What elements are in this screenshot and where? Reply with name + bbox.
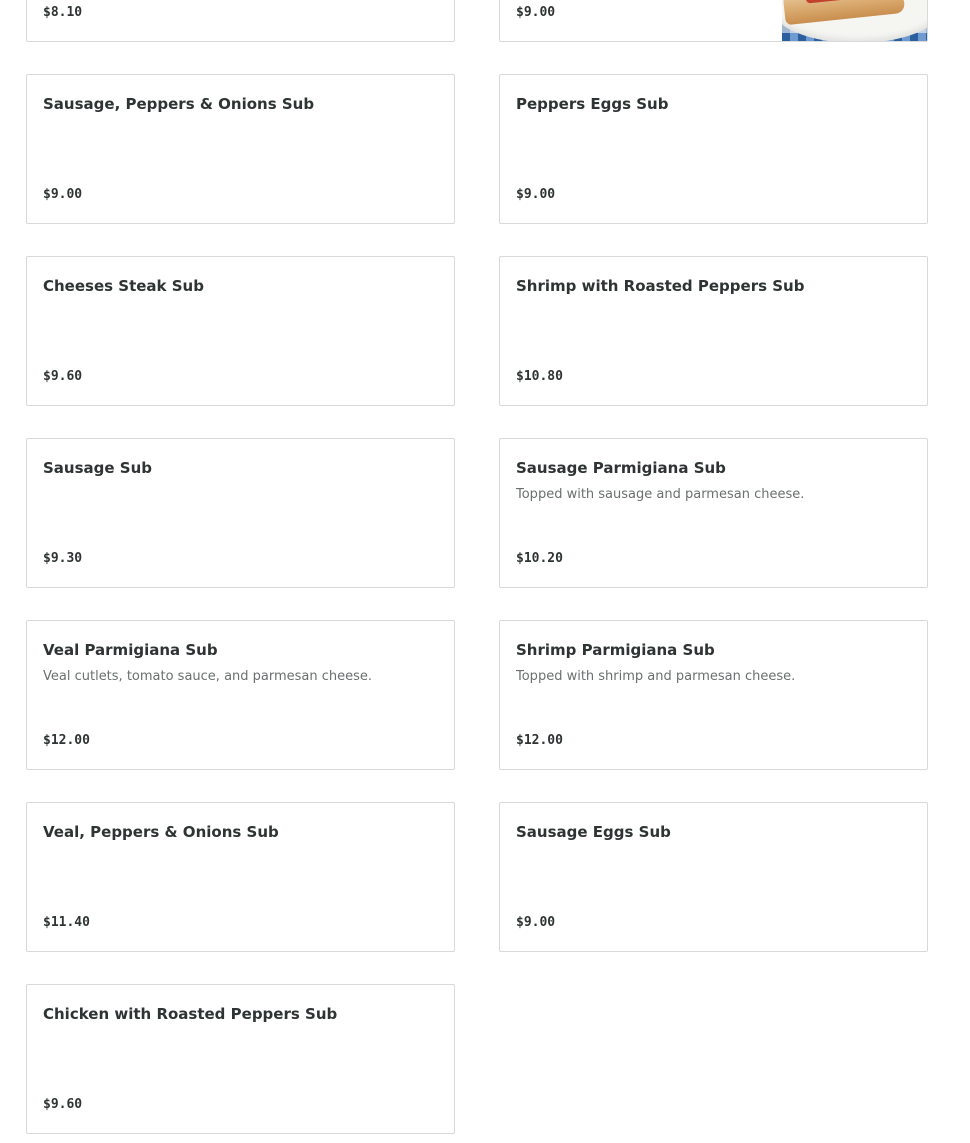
menu-item-price: $9.00 (516, 187, 556, 202)
menu-item-card[interactable] (26, 438, 455, 588)
menu-item-price: $10.80 (516, 369, 563, 384)
menu-item-name: Sausage Sub (43, 459, 153, 477)
menu-item-name: Chicken with Roasted Peppers Sub (43, 1005, 338, 1023)
menu-item-card[interactable] (499, 256, 928, 406)
menu-item-price: $9.60 (43, 1097, 83, 1112)
menu-item-card[interactable] (26, 984, 455, 1134)
menu-item-price: $12.00 (516, 733, 563, 748)
menu-item-name: Sausage, Peppers & Onions Sub (43, 95, 315, 113)
menu-item-card[interactable] (499, 438, 928, 588)
menu-item-price: $10.20 (516, 551, 563, 566)
menu-item-price: $9.60 (43, 369, 83, 384)
menu-item-card[interactable] (26, 0, 455, 42)
menu-item-name: Sausage Eggs Sub (516, 823, 671, 841)
menu-item-name: Shrimp Parmigiana Sub (516, 641, 715, 659)
menu-item-name: Cheeses Steak Sub (43, 277, 204, 295)
menu-item-price: $9.00 (516, 5, 556, 20)
menu-item-price: $9.30 (43, 551, 83, 566)
menu-item-name: Shrimp with Roasted Peppers Sub (516, 277, 805, 295)
menu-item-card[interactable] (26, 620, 455, 770)
menu-item-price: $8.10 (43, 5, 83, 20)
menu-item-description: Veal cutlets, tomato sauce, and parmesan cheese. (43, 669, 373, 684)
menu-item-description: Topped with sausage and parmesan cheese. (516, 487, 805, 502)
menu-item-card[interactable] (499, 620, 928, 770)
menu-item-card[interactable] (499, 802, 928, 952)
menu-item-price: $9.00 (516, 915, 556, 930)
menu-item-card[interactable] (26, 802, 455, 952)
menu-item-photo (782, 0, 927, 41)
menu-item-name: Veal, Peppers & Onions Sub (43, 823, 279, 841)
menu-item-price: $11.40 (43, 915, 90, 930)
menu-item-name: Sausage Parmigiana Sub (516, 459, 726, 477)
menu-item-price: $12.00 (43, 733, 90, 748)
menu-item-card[interactable] (499, 74, 928, 224)
menu-item-name: Veal Parmigiana Sub (43, 641, 218, 659)
menu-item-card[interactable] (499, 0, 928, 42)
menu-item-price: $9.00 (43, 187, 83, 202)
menu-item-card[interactable] (26, 74, 455, 224)
menu-item-name: Peppers Eggs Sub (516, 95, 669, 113)
menu-item-description: Topped with shrimp and parmesan cheese. (516, 669, 796, 684)
menu-item-card[interactable] (26, 256, 455, 406)
